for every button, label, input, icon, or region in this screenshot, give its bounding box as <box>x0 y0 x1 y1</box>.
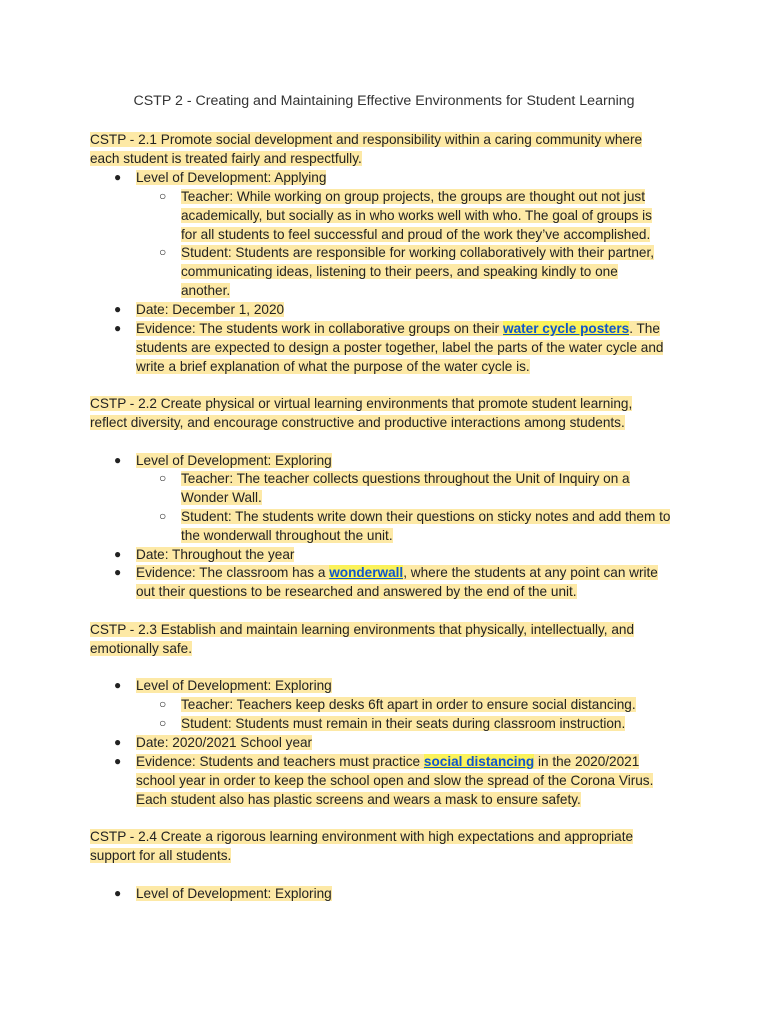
level-of-development: Level of Development: Exploring <box>136 886 332 901</box>
sub-bullet-icon: ○ <box>159 471 167 485</box>
date-item: Date: Throughout the year <box>136 547 295 562</box>
teacher-item: Teacher: The teacher collects questions throughout the Unit of Inquiry on a Wonder Wall. <box>181 471 630 505</box>
heading-line: each student is treated fairly and respectfully. <box>90 151 362 166</box>
student-item: Student: Students are responsible for working collaboratively with their partner, communicating ideas, listening to their peers, and speaking kindly to one another. <box>181 245 655 298</box>
level-of-development: Level of Development: Exploring <box>136 678 332 693</box>
heading-line: CSTP - 2.1 Promote social development and responsibility within a caring community where <box>90 132 643 147</box>
bullet-icon: ● <box>114 547 122 561</box>
bullet-icon: ● <box>114 754 122 768</box>
bullet-icon: ● <box>114 735 122 749</box>
bullet-icon: ● <box>114 678 122 692</box>
date-item: Date: December 1, 2020 <box>136 302 285 317</box>
bullet-icon: ● <box>114 453 122 467</box>
section-2-1-heading <box>90 130 642 168</box>
teacher-item: Teacher: Teachers keep desks 6ft apart in order to ensure social distancing. <box>181 697 636 712</box>
wonderwall-link[interactable]: wonderwall <box>329 565 404 580</box>
water-cycle-posters-link[interactable]: water cycle posters <box>503 321 630 336</box>
level-of-development: Level of Development: Applying <box>136 170 327 185</box>
bullet-icon: ● <box>114 302 122 316</box>
student-item: Student: Students must remain in their seats during classroom instruction. <box>181 716 626 731</box>
section-2-2-heading: CSTP - 2.2 Create physical or virtual learning environments that promote student learning, reflect diversity, and encourage constructive and productive interactions among students. <box>90 396 633 430</box>
teacher-item: Teacher: While working on group projects, the groups are thought out not just academically, but socially as in who works well with who. The goal of groups is for all students to feel successful and proud of the work they’ve accomplished. <box>181 189 652 242</box>
social-distancing-link[interactable]: social distancing <box>423 754 535 769</box>
date-item: Date: 2020/2021 School year <box>136 735 313 750</box>
bullet-icon: ● <box>114 170 122 184</box>
document-title: CSTP 2 - Creating and Maintaining Effective Environments for Student Learning <box>133 93 635 109</box>
level-of-development: Level of Development: Exploring <box>136 453 332 468</box>
sub-bullet-icon: ○ <box>159 697 167 711</box>
evidence-item: Evidence: Students and teachers must practice social distancing in the 2020/2021 school year in order to keep the school open and slow the spread of the Corona Virus. Each student also has plastic screens and wears a mask to ensure safety. <box>136 754 654 807</box>
sub-bullet-icon: ○ <box>159 245 167 259</box>
bullet-icon: ● <box>114 886 122 900</box>
student-item: Student: The students write down their questions on sticky notes and add them to the wonderwall throughout the unit. <box>181 509 671 543</box>
bullet-icon: ● <box>114 321 122 335</box>
evidence-item: Evidence: The students work in collaborative groups on their water cycle posters. The students are expected to design a poster together, label the parts of the water cycle and write a brief explanation of what the purpose of the water cycle is. <box>136 321 664 374</box>
section-2-3-heading: CSTP - 2.3 Establish and maintain learning environments that physically, intellectually, and emotionally safe. <box>90 622 635 656</box>
sub-bullet-icon: ○ <box>159 509 167 523</box>
bullet-icon: ● <box>114 565 122 579</box>
sub-bullet-icon: ○ <box>159 716 167 730</box>
sub-bullet-icon: ○ <box>159 189 167 203</box>
evidence-item: Evidence: The classroom has a wonderwall, where the students at any point can write out their questions to be researched and answered by the end of the unit. <box>136 565 658 599</box>
section-2-4-heading: CSTP - 2.4 Create a rigorous learning environment with high expectations and appropriate support for all students. <box>90 829 634 863</box>
